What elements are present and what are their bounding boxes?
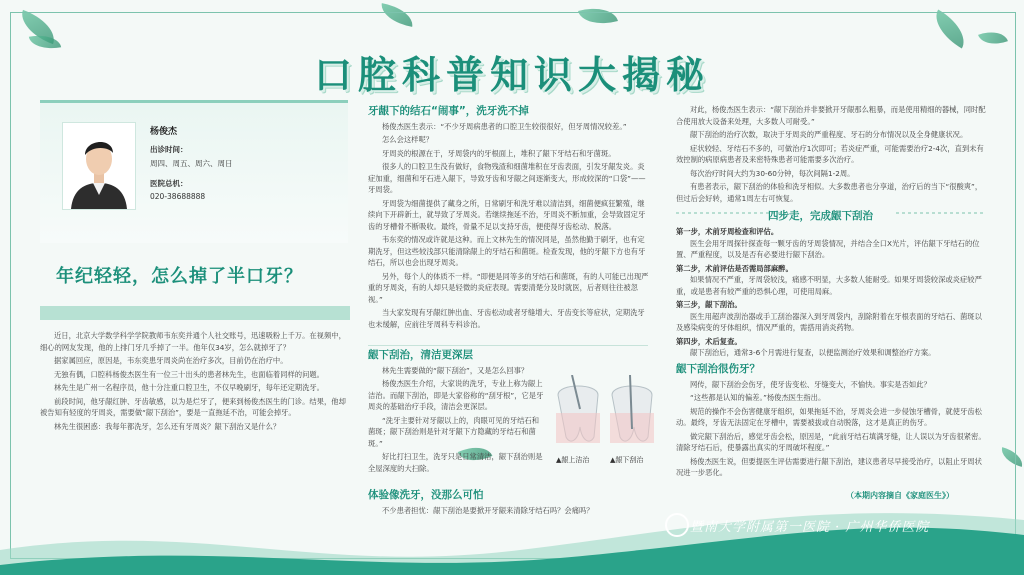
paragraph: 林先生是广州一名程序员，他十分注重口腔卫生，不仅早晚刷牙，每年还定期洗牙。 bbox=[54, 383, 324, 392]
step-body: 医生会用牙周探针探查每一颗牙齿的牙周袋情况，并结合全口X光片，评估龈下牙结石的位置、严重程度，以及是否有必要进行龈下刮治。 bbox=[676, 238, 980, 259]
paragraph: 杨俊杰医生表示：“不少牙周病患者的口腔卫生较很很好，但牙周情况较差。” bbox=[382, 121, 627, 131]
decorative-strip bbox=[40, 306, 350, 320]
risk-section bbox=[676, 364, 986, 481]
divider bbox=[368, 345, 648, 346]
figure-caption: ▲龈上洁治 bbox=[556, 456, 590, 464]
slogan-heading: 年纪轻轻，怎么掉了半口牙？ bbox=[56, 266, 303, 287]
section-heading: 四步走，完成龈下刮治 bbox=[768, 210, 873, 222]
tooth-illustration bbox=[550, 375, 660, 447]
paragraph: 有患者表示，龈下刮治的体验和洗牙相似。大多数患者也分享道，治疗后的当下“很酸爽”，但过后会好转，通常1周左右可恢复。 bbox=[676, 182, 983, 203]
paragraph: 很多人的口腔卫生没有做好，食物残渣和细菌堆积在牙齿表面，引发牙龈发炎。炎症加重，细菌和牙石进入龈下，导致牙齿和牙龈之间逐渐变大，形成较深的“口袋”——牙周袋。 bbox=[368, 162, 646, 194]
steps-list bbox=[676, 226, 986, 361]
paragraph: 做完龈下刮治后，感觉牙齿会松，原因是，“此前牙结石填满牙缝，让人误以为牙齿很紧密。清除牙结石后，使暴露出真实的牙周破坏程度。” bbox=[676, 431, 986, 452]
paragraph: 症状较轻、牙结石不多的，可做治疗1次即可；若炎症严重，可能需要治疗2-4次，直到未有效控制的病原病患者及来密特殊患者可能需要多次治疗。 bbox=[676, 143, 984, 164]
paragraph: 林先生很困惑：我每年都洗牙，怎么还有牙周炎？龈下刮治又是什么？ bbox=[54, 421, 281, 431]
paragraph: 怎么会这样呢？ bbox=[382, 135, 434, 144]
step-title: 第三步，龈下刮治。 bbox=[676, 300, 742, 309]
paragraph: 当大家发现有牙龈红肿出血、牙齿松动或者牙缝增大、牙齿变长等症状，定期洗牙也未缓解，应前往牙周科专科诊治。 bbox=[368, 308, 645, 329]
clinic-time: 周四、周五、周六、周日 bbox=[150, 159, 233, 168]
middle-column-lower bbox=[368, 350, 546, 476]
paragraph: 规范的操作不会伤害健康牙组织，如果拖延不治，牙周炎会进一步侵蚀牙槽骨，就使牙齿松动。最终，牙齿无法固定在牙槽中，需要被拔或自动脱落，这才是真正的伤牙。 bbox=[676, 406, 982, 427]
step-title: 第一步，术前牙周检查和评估。 bbox=[676, 227, 779, 236]
middle-column bbox=[368, 106, 650, 332]
paragraph: 不少患者担忧：龈下刮治是要掀开牙龈来清除牙结石吗？会痛吗？ bbox=[382, 505, 594, 515]
section-heading: 牙龈下的结石“闹事”，洗牙洗不掉 bbox=[368, 105, 529, 117]
paragraph: 杨俊杰医生说，但要提医生评估需要进行龈下刮治，建议患者尽早接受治疗，以阻止牙周状况进一步恶化。 bbox=[676, 456, 982, 477]
source-note: （本期内容摘自《家庭医生》） bbox=[846, 491, 954, 500]
paragraph: “这些都是认知的偏差。”杨俊杰医生指出。 bbox=[690, 393, 826, 402]
paragraph: 杨俊杰医生介绍，大家说的洗牙，专业上称为龈上洁治。而龈下刮治，即是大家俗称的“刮牙根”，它是牙周炎的基础治疗手段，清洁会更深层。 bbox=[368, 379, 544, 411]
section-heading: 体验像洗牙，没那么可怕 bbox=[368, 489, 484, 501]
step-body: 医生用超声波刮治器或手工刮治器深入到牙周袋内，刮除附着在牙根表面的牙结石、菌斑以及感染病变的牙体组织，情况严重的，需搭用消炎药物。 bbox=[676, 311, 982, 332]
phone-label: 医院总机： bbox=[150, 179, 188, 188]
paragraph: 龈下刮治的治疗次数，取决于牙周炎的严重程度、牙石的分布情况以及全身健康状况。 bbox=[690, 130, 968, 139]
paragraph: 近日，北京大学数学科学学院教师韦东奕并通个人社交账号，迅速吸粉上千万。在视频中，细心的网友发现，他的上排门牙几乎掉了一半。他年仅34岁，怎么就掉牙了？ bbox=[40, 331, 346, 352]
figure-caption: ▲龈下刮治 bbox=[610, 456, 644, 464]
intro-column bbox=[40, 330, 350, 434]
paragraph: 无独有偶，口腔科杨俊杰医生有一位三十出头的患者林先生，也面临着同样的问题。 bbox=[54, 369, 324, 379]
page-title: 口腔科普知识大揭秘 bbox=[313, 53, 710, 97]
paragraph: 据家属回应，原因是，韦东奕患牙周炎尚在治疗多次，目前仍在治疗中。 bbox=[54, 356, 288, 365]
clinic-time-label: 出诊时间： bbox=[150, 145, 188, 154]
paragraph: 网传，龈下刮治会伤牙，使牙齿变松、牙缝变大，不愉快。事实是否如此？ bbox=[690, 379, 931, 389]
paragraph: 每次治疗时间大约为30-60分钟，每次间隔1-2周。 bbox=[690, 168, 855, 178]
right-column-top bbox=[676, 104, 986, 206]
step-body: 龈下刮治后，通常3-6个月需进行复查，以便监测治疗效果和调整治疗方案。 bbox=[690, 348, 936, 357]
paragraph: 另外，每个人的体质不一样。“即便是同等多的牙结石和菌斑，有的人可能已出现严重的牙周炎，有的人却只是轻微的炎症表现。需要清楚分及时就医，后者则往往被忽视。” bbox=[368, 271, 649, 304]
section-heading: 龈下刮治很伤牙？ bbox=[676, 363, 760, 375]
hospital-logo-icon bbox=[665, 513, 689, 537]
paragraph: 好比打扫卫生，洗牙只是日常清洁，龈下刮治则是全屋深度的大扫除。 bbox=[368, 452, 543, 473]
paragraph: 对此，杨俊杰医生表示：“龈下刮治并非要掀开牙龈那么粗暴，而是使用精细的器械，同时配合使用放大设备来处理，大多数人可耐受。” bbox=[676, 105, 986, 126]
paragraph: “洗牙主要针对牙龈以上的，肉眼可见的牙结石和菌斑；龈下刮治则是针对牙龈下方隐藏的牙结石和菌斑。” bbox=[368, 415, 540, 448]
doctor-avatar bbox=[62, 122, 136, 210]
doctor-name: 杨俊杰 bbox=[150, 127, 178, 137]
section-heading: 龈下刮治，清洁更深层 bbox=[368, 349, 473, 361]
paragraph: 牙周袋为细菌提供了藏身之所，日常刷牙和洗牙难以清洁到，细菌便疯狂繁殖，继续向下开辟新土，就导致了牙周炎。若继续拖延不治，牙周炎不断加重，会导致固定牙齿的牙槽骨不断吸收。最终，骨量不足以支持牙齿，便使得牙齿松动、脱落。 bbox=[368, 198, 646, 231]
step-title: 第四步，术后复查。 bbox=[676, 336, 742, 346]
paragraph: 韦东奕的情况或许就是这种。而上文林先生的情况同是，虽然他勤于刷牙，也有定期洗牙，但这些较浅部只能清除龈上的牙结石和菌斑。检查发现，他的牙龈下方也有牙结石，所以也会出现牙周炎。 bbox=[368, 235, 646, 267]
phone-number: 020-38688888 bbox=[150, 192, 206, 201]
hospital-name: 暨南大学附属第一医院 · 广州华侨医院 bbox=[690, 520, 930, 535]
paragraph: 林先生需要做的“龈下刮治”，又是怎么回事？ bbox=[382, 365, 529, 375]
paragraph: 前段时间，他牙龈红肿、牙齿敏感，以为是烂牙了，便来到杨俊杰医生的门诊。结果，他却被告知有轻度的牙周炎，需要做“龈下刮治”，要是一直拖延不治，可能会掉牙。 bbox=[40, 396, 346, 417]
step-title: 第二步，术前评估是否需局部麻醉。 bbox=[676, 263, 793, 273]
paragraph: 牙周炎的根源在于，牙周袋内的牙根面上，堆积了龈下牙结石和牙菌斑。 bbox=[382, 148, 616, 158]
step-body: 如果情况不严重，牙周袋较浅，痛感不明显，大多数人能耐受。如果牙周袋较深或炎症较严重，或是患者有较严重的恐惧心理，可使用局麻。 bbox=[676, 275, 982, 296]
